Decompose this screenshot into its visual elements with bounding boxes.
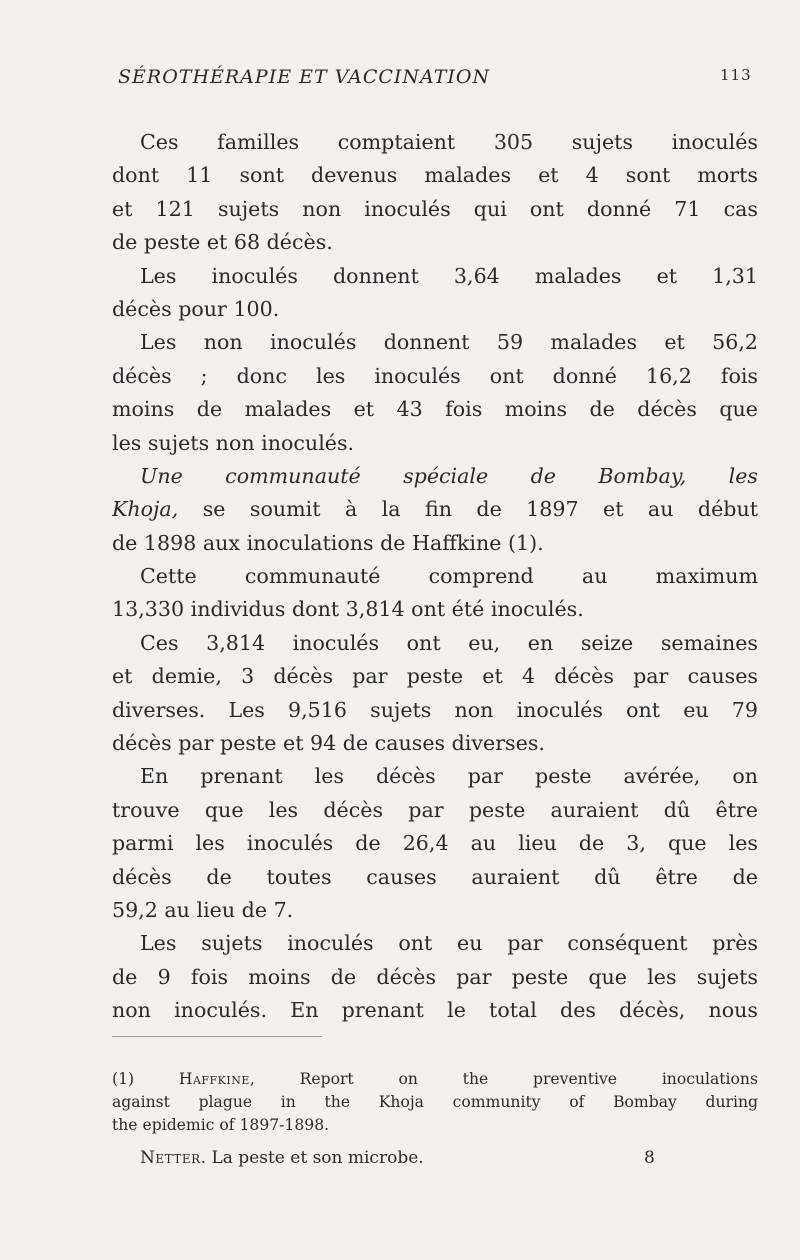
- footnote-author: Haffkine: [178, 1070, 250, 1088]
- text-line: Cette communauté comprend au maximum: [140, 564, 758, 589]
- text-line: décès par peste et 94 de causes diverses.: [112, 731, 545, 756]
- signature-title: . La peste et son microbe.: [200, 1148, 424, 1168]
- text-line: et 121 sujets non inoculés qui ont donné 71 cas: [112, 196, 758, 221]
- running-title: SÉROTHÉRAPIE ET VACCINATION: [118, 66, 491, 88]
- text-line: moins de malades et 43 fois moins de décès que: [112, 397, 758, 422]
- text-line: de 1898 aux inoculations de Haffkine (1).: [112, 530, 544, 555]
- text-line: Les non inoculés donnent 59 malades et 56,2: [140, 330, 758, 355]
- signature-author: Netter: [140, 1148, 201, 1168]
- footnote-line: the epidemic of 1897-1898.: [112, 1116, 330, 1134]
- text-line: de peste et 68 décès.: [112, 230, 333, 255]
- footnote: [112, 1068, 758, 1137]
- text-line: trouve que les décès par peste auraient dû être: [112, 797, 758, 822]
- footnote-marker: (1): [112, 1070, 135, 1088]
- text-line: 13,330 individus dont 3,814 ont été inoculés.: [112, 597, 584, 622]
- footnote-line: [112, 1068, 758, 1091]
- text-line: décès pour 100.: [112, 296, 280, 321]
- page-number: 113: [720, 66, 752, 84]
- text-line: décès ; donc les inoculés ont donné 16,2 fois: [112, 363, 758, 388]
- footnote-line: against plague in the Khoja community of Bombay during: [112, 1093, 758, 1111]
- text-line: et demie, 3 décès par peste et 4 décès par causes: [112, 664, 758, 689]
- community-name: Khoja,: [112, 497, 179, 522]
- text-run: se soumit à la fin de 1897 et au début: [178, 497, 758, 522]
- text-line: parmi les inoculés de 26,4 au lieu de 3, que les: [112, 831, 758, 856]
- footnote-text: , Report on the preventive inoculations: [249, 1070, 758, 1088]
- text-line: les sujets non inoculés.: [112, 430, 355, 455]
- text-line: Les sujets inoculés ont eu par conséquent près: [140, 931, 758, 956]
- text-line: décès de toutes causes auraient dû être de: [112, 864, 758, 889]
- text-line-mixed: [112, 493, 758, 526]
- text-line: Ces 3,814 inoculés ont eu, en seize semaines: [140, 630, 758, 655]
- text-line: dont 11 sont devenus malades et 4 sont morts: [112, 163, 758, 188]
- text-line: En prenant les décès par peste avérée, on: [140, 764, 758, 789]
- running-header: [118, 66, 758, 88]
- text-line: non inoculés. En prenant le total des décès, nous: [112, 998, 758, 1023]
- body-text: [112, 126, 758, 1028]
- footnote-divider: [112, 1036, 322, 1037]
- signature-number: 8: [644, 1148, 655, 1168]
- text-line-italic: Une communauté spéciale de Bombay, les: [140, 463, 758, 488]
- text-line: 59,2 au lieu de 7.: [112, 897, 294, 922]
- printer-signature: [140, 1148, 760, 1168]
- text-line: Les inoculés donnent 3,64 malades et 1,31: [140, 263, 758, 288]
- text-line: Ces familles comptaient 305 sujets inoculés: [140, 130, 758, 154]
- text-line: diverses. Les 9,516 sujets non inoculés ont eu 79: [112, 697, 758, 722]
- text-line: de 9 fois moins de décès par peste que les sujets: [112, 964, 758, 989]
